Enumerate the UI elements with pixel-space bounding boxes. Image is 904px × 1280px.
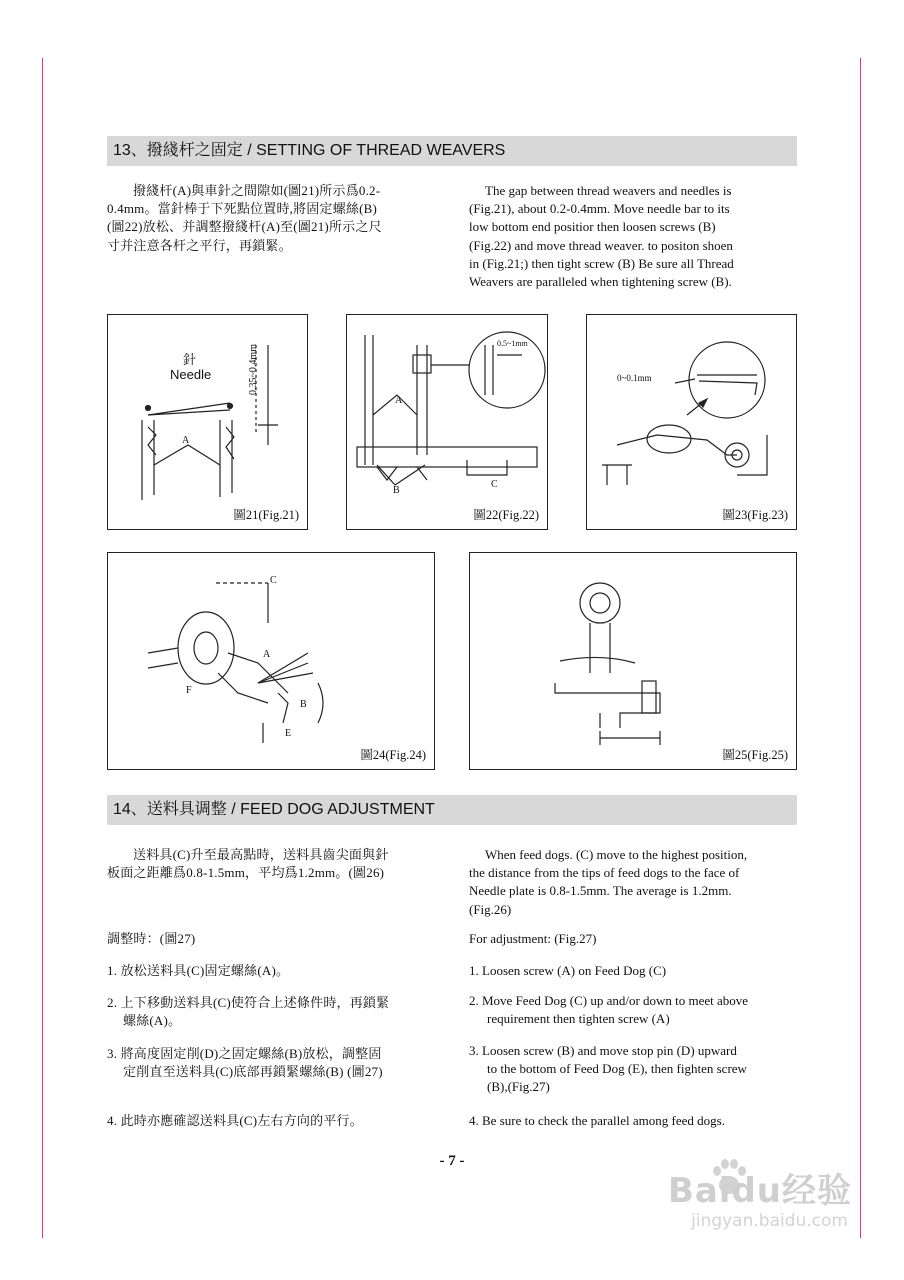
en-step-line: 2. Move Feed Dog (C) up and/or down to meet above: [469, 993, 749, 1008]
cn-step-line: 1. 放松送料具(C)固定螺絲(A)。: [107, 963, 290, 978]
page-number: - 7 -: [439, 1153, 465, 1169]
en-line: The gap between thread weavers and needles is: [485, 183, 732, 198]
cn-line: 寸并注意各杆之平行，再鎖緊。: [107, 237, 292, 253]
cn-step-line: 2. 上下移動送料具(C)使符合上述條件時，再鎖緊: [107, 995, 390, 1010]
cn-step-1: [107, 962, 289, 980]
figure-24-caption: 圖24(Fig.24): [360, 748, 426, 762]
figure-23-drawing: [587, 315, 798, 531]
baidu-watermark: [637, 1163, 852, 1243]
left-margin-line: [42, 58, 43, 1238]
figure-22-caption: 圖22(Fig.22): [473, 508, 539, 522]
figure-25-caption: 圖25(Fig.25): [722, 748, 788, 762]
cn-step-line: 定削直至送料具(C)底部再鎖緊螺絲(B) (圖27): [123, 1064, 383, 1080]
en-step-line: 4. Be sure to check the parallel among feed dogs.: [469, 1113, 725, 1128]
en-step-line: to the bottom of Feed Dog (E), then fighten screw: [487, 1061, 747, 1077]
figure-25-drawing: [470, 553, 798, 771]
section-14-title: 14、送料具调整 / FEED DOG ADJUSTMENT: [113, 801, 435, 818]
en-line: low bottom end positior then loosen screws (B): [469, 219, 716, 235]
section-14-cn-intro: [107, 846, 389, 882]
en-line: (Fig.22) and move thread weaver. to positon shoen: [469, 237, 733, 253]
gap-dimension-label: 0~0.1mm: [617, 373, 652, 383]
en-step-line: 3. Loosen screw (B) and move stop pin (D) upward: [469, 1043, 737, 1058]
cn-step-3: [107, 1045, 383, 1081]
en-line: (Fig.26): [469, 901, 512, 917]
cn-step-2: [107, 994, 389, 1030]
en-step-line: requirement then tighten screw (A): [487, 1011, 670, 1027]
figure-21-drawing: [108, 315, 309, 531]
section-13-en-text: [469, 182, 734, 291]
cn-line: 0.4mm。當針棒于下死點位置時,將固定螺絲(B): [107, 201, 378, 217]
section-13-header: [107, 136, 797, 166]
en-line: Needle plate is 0.8-1.5mm. The average is 1.2mm.: [469, 883, 732, 899]
en-step-3: [469, 1042, 747, 1097]
watermark-url: jingyan.baidu.com: [691, 1211, 848, 1231]
en-step-4: [469, 1112, 725, 1130]
section-13-cn-text: [107, 182, 382, 255]
section-14-header: [107, 795, 797, 825]
part-label-a: A: [263, 649, 271, 660]
en-step-line: (B),(Fig.27): [487, 1079, 550, 1095]
en-line: in (Fig.21;) then tight screw (B) Be sure all Thread: [469, 255, 734, 271]
needle-label-en: Needle: [170, 367, 212, 382]
figure-21: [107, 314, 308, 530]
part-label-c: C: [270, 575, 277, 586]
en-step-1: [469, 962, 666, 980]
part-label-e: E: [285, 728, 292, 739]
cn-step-4: [107, 1112, 363, 1130]
cn-line: (圖22)放松、并調整撥綫杆(A)至(圖21)所示之尺: [107, 219, 382, 235]
part-label-c: C: [491, 479, 498, 490]
figure-23: [586, 314, 797, 530]
figure-24: [107, 552, 435, 770]
needle-label-cn: 針: [183, 352, 197, 367]
screw-label-b: B: [393, 485, 400, 496]
en-line: Weavers are paralleled when tightening screw (B).: [469, 274, 732, 290]
cn-step-line: 4. 此時亦應確認送料具(C)左右方向的平行。: [107, 1113, 363, 1128]
section-13-title: 13、撥綫杆之固定 / SETTING OF THREAD WEAVERS: [113, 142, 506, 159]
watermark-logo: Baidu经验: [667, 1171, 852, 1211]
weaver-label-a: A: [182, 435, 190, 446]
figure-23-caption: 圖23(Fig.23): [722, 508, 788, 522]
figure-21-caption: 圖21(Fig.21): [233, 508, 299, 522]
en-line: When feed dogs. (C) move to the highest position,: [485, 847, 748, 862]
weaver-label-a: A: [395, 395, 403, 406]
figure-25: [469, 552, 797, 770]
section-14-en-intro: [469, 846, 747, 919]
figure-22: [346, 314, 548, 530]
en-step-line: 1. Loosen screw (A) on Feed Dog (C): [469, 963, 667, 978]
gap-dimension-label: 0.35~0.4mm: [248, 344, 259, 395]
en-line: (Fig.21), about 0.2-0.4mm. Move needle bar to its: [469, 201, 730, 217]
right-margin-line: [860, 58, 861, 1238]
gap-dimension-label: 0.5~1mm: [497, 339, 528, 348]
cn-step-line: 螺絲(A)。: [123, 1013, 182, 1029]
en-adjust-heading: For adjustment: (Fig.27): [469, 931, 597, 946]
en-step-2: [469, 992, 748, 1028]
cn-step-line: 3. 將高度固定削(D)之固定螺絲(B)放松，調整固: [107, 1046, 382, 1061]
cn-line: 撥綫杆(A)與車針之間隙如(圖21)所示爲0.2-: [133, 183, 381, 198]
en-line: the distance from the tips of feed dogs to the face of: [469, 865, 740, 881]
cn-line: 送料具(C)升至最高點時，送料具齒尖面與針: [133, 847, 389, 862]
part-label-f: F: [186, 685, 192, 696]
part-label-b: B: [300, 699, 307, 710]
cn-adjust-heading: 調整時：(圖27): [107, 931, 196, 946]
cn-line: 板面之距離爲0.8-1.5mm，平均爲1.2mm。(圖26): [107, 865, 385, 881]
